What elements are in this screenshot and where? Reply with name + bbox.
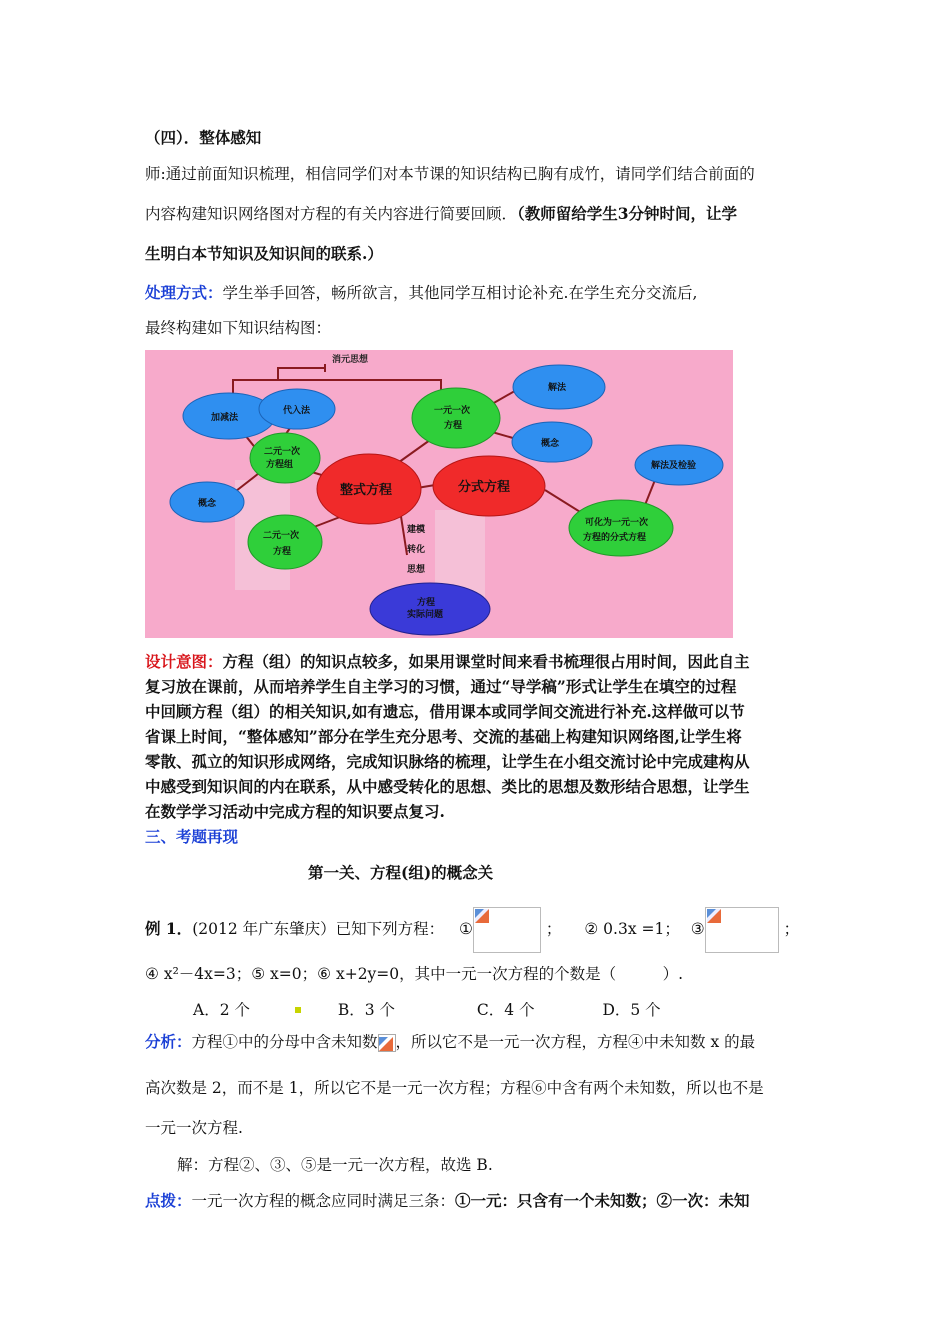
option-a: A．2 个 (193, 1001, 250, 1019)
node-yiyuan-1: 一元一次 (434, 406, 471, 416)
node-jiefa-jianyan: 解法及检验 (651, 461, 697, 471)
knowledge-structure-diagram (145, 350, 733, 638)
part3-subtitle: 第一关、方程(组)的概念关 (308, 863, 494, 882)
node-eryuan-fc-1: 二元一次 (263, 531, 300, 541)
node-yiyuan-2: 方程 (444, 421, 463, 431)
node-dairu: 代入法 (283, 406, 311, 416)
design-paragraph-line6: 中感受到知识间的内在联系，从中感受转化的思想、类比的思想及数形结合思想，让学生 (145, 777, 750, 796)
analysis-line1: 分析：方程①中的分母中含未知数 ，所以它不是一元一次方程，方程④中未知数 x 的最 (145, 1032, 756, 1051)
method-label: 处理方式： (145, 283, 223, 302)
analysis-line3: 一元一次方程. (145, 1119, 243, 1137)
example1-line1: 例 1．(2012 年广东肇庆）已知下列方程： ① ； ② 0.3x =1； ③ ； (145, 907, 799, 953)
part3-heading: 三、考题再现 (145, 827, 239, 846)
design-label: 设计意图： (145, 652, 223, 671)
node-zhengshi: 整式方程 (340, 483, 393, 498)
option-c: C．4 个 (476, 1001, 535, 1019)
node-kehua-2: 方程的分式方程 (583, 533, 647, 543)
design-paragraph-line7: 在数学学习活动中完成方程的知识要点复习. (145, 802, 445, 821)
node-fenshi: 分式方程 (458, 480, 511, 495)
design-paragraph-line5: 零散、孤立的知识形成网络，完成知识脉络的梳理，让学生在小组交流讨论中完成建构从 (145, 752, 750, 771)
section-heading: （四）．整体感知 (145, 128, 262, 147)
node-shiji-2: 实际问题 (407, 610, 444, 620)
example-label: 例 1． (145, 919, 193, 938)
tip-line: 点拨：一元一次方程的概念应同时满足三条：①一元：只含有一个未知数；②一次：未知 (145, 1191, 750, 1210)
dot-mark (295, 1007, 301, 1013)
node-jiefa: 解法 (548, 383, 567, 393)
design-paragraph-line1: 设计意图：方程（组）的知识点较多，如果用课堂时间来看书梳理很占用时间，因此自主 (145, 652, 750, 671)
analysis-line2: 高次数是 2，而不是 1，所以它不是一元一次方程；方程⑥中含有两个未知数，所以也不是 (145, 1079, 764, 1097)
example1-options (193, 999, 661, 1021)
node-eryuan-fc-2: 方程 (273, 547, 292, 557)
node-eryuan-zu-1: 二元一次 (264, 447, 301, 457)
equation-image-3 (705, 907, 779, 953)
broken-image-icon (378, 1034, 396, 1052)
teacher-paragraph-line1: 师:通过前面知识梳理，相信同学们对本节课的知识结构已胸有成竹，请同学们结合前面的 (145, 165, 755, 183)
method-paragraph-line2: 最终构建如下知识结构图： (145, 319, 332, 337)
teacher-paragraph-line2: 内容构建知识网络图对方程的有关内容进行简要回顾．（教师留给学生3分钟时间，让学 (145, 204, 738, 223)
solution-line: 解：方程②、③、⑤是一元一次方程，故选 B. (177, 1156, 493, 1174)
node-jiajian: 加减法 (211, 413, 239, 423)
node-xiaoyuan: 消元思想 (332, 355, 369, 365)
option-b: B．3 个 (337, 1001, 396, 1019)
node-jianmo-2: 转化 (407, 545, 426, 555)
broken-image-icon (707, 909, 721, 923)
example1-line2: ④ x²－4x=3；⑤ x=0；⑥ x+2y=0，其中一元一次方程的个数是（ ）. (145, 965, 684, 983)
node-gainian-right: 概念 (541, 439, 560, 449)
node-gainian-left: 概念 (198, 499, 217, 509)
node-jianmo-3: 思想 (407, 565, 426, 575)
node-jianmo-1: 建模 (407, 525, 426, 535)
tip-label: 点拨： (145, 1191, 192, 1210)
design-paragraph-line2: 复习放在课前，从而培养学生自主学习的习惯，通过“导学稿”形式让学生在填空的过程 (145, 677, 737, 696)
equation-image-1 (473, 907, 541, 953)
analysis-label: 分析： (145, 1032, 192, 1051)
node-eryuan-zu-2: 方程组 (266, 460, 294, 470)
node-kehua-1: 可化为一元一次 (585, 518, 649, 528)
design-paragraph-line4: 省课上时间，“整体感知”部分在学生充分思考、交流的基础上构建知识网络图,让学生将 (145, 727, 742, 746)
option-d: D．5 个 (602, 1001, 661, 1019)
broken-image-icon (475, 909, 489, 923)
design-paragraph-line3: 中回顾方程（组）的相关知识,如有遗忘，借用课本或同学间交流进行补充.这样做可以节 (145, 702, 745, 721)
node-shiji-1: 方程 (417, 598, 436, 608)
teacher-paragraph-line3: 生明白本节知识及知识间的联系.） (145, 244, 383, 263)
method-paragraph: 处理方式：学生举手回答，畅所欲言，其他同学互相讨论补充.在学生充分交流后, (145, 283, 698, 302)
